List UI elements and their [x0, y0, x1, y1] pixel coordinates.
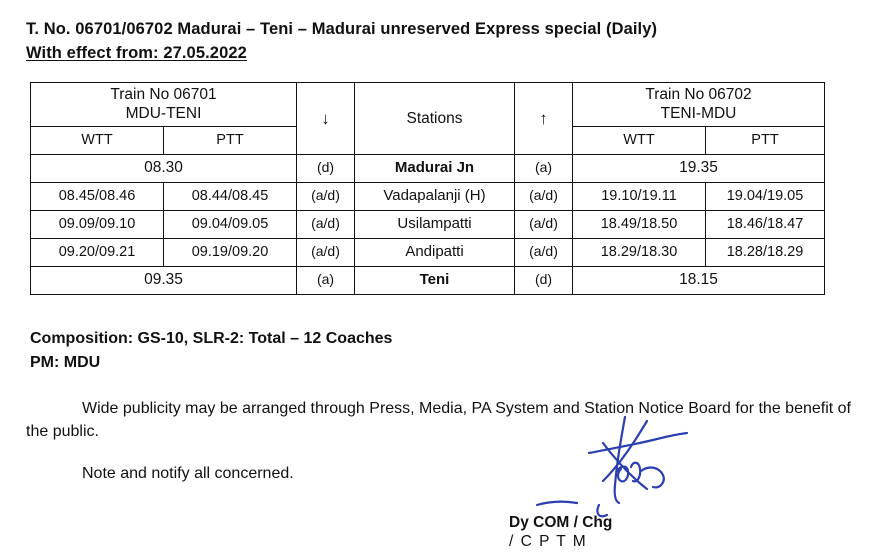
left-ad-mark: (a): [297, 266, 355, 294]
train-left-number: Train No 06701: [110, 85, 217, 103]
table-row: [31, 210, 825, 238]
station-name: Madurai Jn: [355, 154, 515, 182]
timetable: [30, 82, 825, 295]
composition-line: Composition: GS-10, SLR-2: Total – 12 Coaches: [30, 329, 393, 347]
right-ad-mark: (a): [515, 154, 573, 182]
left-time-span: 09.35: [31, 266, 297, 294]
right-ptt: 19.04/19.05: [706, 182, 825, 210]
header-ptt-left: PTT: [164, 126, 297, 154]
train-left-route: MDU-TENI: [125, 105, 202, 123]
left-wtt: 08.45/08.46: [31, 182, 164, 210]
right-time-span: 19.35: [573, 154, 825, 182]
right-ptt: 18.28/18.29: [706, 238, 825, 266]
timetable-wrapper: [30, 82, 853, 295]
title-line-2: With effect from: 27.05.2022: [26, 43, 247, 62]
header-wtt-right: WTT: [573, 126, 706, 154]
right-ad-mark: (a/d): [515, 182, 573, 210]
left-ptt: 08.44/08.45: [164, 182, 297, 210]
right-ptt: 18.46/18.47: [706, 210, 825, 238]
right-wtt: 18.49/18.50: [573, 210, 706, 238]
right-wtt: 18.29/18.30: [573, 238, 706, 266]
table-row: [31, 266, 825, 294]
left-ad-mark: (a/d): [297, 182, 355, 210]
note-line: Note and notify all concerned.: [82, 464, 294, 482]
train-right-route: TENI-MDU: [660, 105, 737, 123]
table-header-row-1: [31, 82, 825, 126]
header-train-06701: [31, 82, 297, 126]
left-wtt: 09.09/09.10: [31, 210, 164, 238]
station-name: Andipatti: [355, 238, 515, 266]
station-name: Vadapalanji (H): [355, 182, 515, 210]
left-ad-mark: (a/d): [297, 238, 355, 266]
table-row: [31, 154, 825, 182]
station-name: Usilampatti: [355, 210, 515, 238]
left-ptt: 09.04/09.05: [164, 210, 297, 238]
signature-block: [509, 514, 739, 551]
left-ptt: 09.19/09.20: [164, 238, 297, 266]
right-wtt: 19.10/19.11: [573, 182, 706, 210]
title-line-1: T. No. 06701/06702 Madurai – Teni – Madurai unreserved Express special (Daily): [26, 20, 658, 38]
right-time-span: 18.15: [573, 266, 825, 294]
header-train-06702: [573, 82, 825, 126]
composition-block: [30, 327, 853, 375]
header-stations: Stations: [355, 82, 515, 154]
signature-name: Dy COM / Chg: [509, 514, 613, 531]
left-time-span: 08.30: [31, 154, 297, 182]
pm-line: PM: MDU: [30, 353, 101, 371]
page-title: [26, 18, 853, 66]
header-wtt-left: WTT: [31, 126, 164, 154]
right-ad-mark: (a/d): [515, 210, 573, 238]
header-ptt-right: PTT: [706, 126, 825, 154]
right-ad-mark: (d): [515, 266, 573, 294]
left-ad-mark: (d): [297, 154, 355, 182]
up-arrow-icon: ↑: [515, 82, 573, 154]
left-ad-mark: (a/d): [297, 210, 355, 238]
station-name: Teni: [355, 266, 515, 294]
publicity-paragraph: Wide publicity may be arranged through Press, Media, PA System and Station Notice Board for the benefit of the public.: [26, 399, 851, 440]
table-row: [31, 182, 825, 210]
right-ad-mark: (a/d): [515, 238, 573, 266]
down-arrow-icon: ↓: [297, 82, 355, 154]
signature-subtitle: / C P T M: [509, 533, 588, 550]
left-wtt: 09.20/09.21: [31, 238, 164, 266]
table-row: [31, 238, 825, 266]
train-right-number: Train No 06702: [645, 85, 752, 103]
